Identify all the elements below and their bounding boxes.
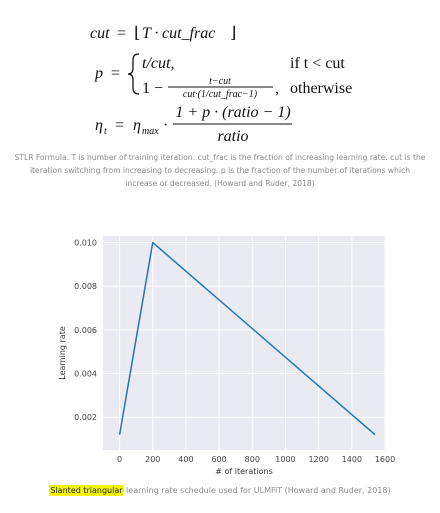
case1-expr: t/cut, xyxy=(142,55,175,72)
x-tick-label: 800 xyxy=(244,455,260,464)
x-axis-label: # of iterations xyxy=(215,467,273,476)
eta-denominator: ratio xyxy=(217,128,249,145)
caption-rest: learning rate schedule used for ULMFiT (Howard and Ruder, 2018) xyxy=(123,486,391,495)
y-tick-label: 0.010 xyxy=(74,238,97,248)
x-tick-label: 1000 xyxy=(275,455,296,464)
y-tick-label: 0.002 xyxy=(74,413,97,423)
case2-one-minus: 1 − xyxy=(142,80,164,97)
cut-lhs: cut xyxy=(90,25,110,42)
y-tick-label: 0.006 xyxy=(74,325,97,335)
cut-rhs-frac: cut_frac xyxy=(162,25,216,42)
x-tick-label: 1600 xyxy=(374,455,396,464)
plot-background xyxy=(103,236,385,450)
case1-condition: if t < cut xyxy=(290,55,345,72)
dot-operator-1: · xyxy=(154,25,160,42)
equals-sign-2: = xyxy=(111,65,121,82)
y-tick-label: 0.004 xyxy=(74,369,97,379)
eta-max: η xyxy=(133,117,141,134)
case2-numerator: t−cut xyxy=(209,76,231,87)
caption-highlight: Slanted triangular xyxy=(50,486,123,495)
equals-sign-3: = xyxy=(115,117,125,134)
eta-numerator: 1 + p · (ratio − 1) xyxy=(175,104,291,121)
x-tick-label: 0 xyxy=(117,455,123,464)
x-tick-label: 1400 xyxy=(341,455,363,464)
eta-max-sub: max xyxy=(142,126,159,137)
cut-rhs-T: T xyxy=(142,25,151,42)
floor-left: ⌊ xyxy=(134,25,141,42)
stlr-formula xyxy=(0,0,440,148)
y-axis-label: Learning rate xyxy=(58,326,67,380)
eta-lhs: η xyxy=(95,117,103,134)
x-tick-label: 1200 xyxy=(308,455,329,464)
eta-lhs-sub: t xyxy=(104,126,107,137)
learning-rate-chart xyxy=(0,225,440,480)
case2-denominator: cut·(1/cut_frac−1) xyxy=(182,89,258,100)
x-tick-label: 200 xyxy=(145,455,161,464)
formula-caption: STLR Formula. T is number of training iteration. cut_frac is the fraction of increasing learning rate. cut is the iteration switching from increasing to decreasing. p is the fraction of the number of iterations which increase or decreased. (Howard and Ruder, 2018) xyxy=(14,153,426,188)
p-lhs: p xyxy=(95,65,103,82)
dot-operator-2: · xyxy=(163,117,169,134)
equals-sign-1: = xyxy=(117,25,127,42)
case2-comma: , xyxy=(275,80,279,97)
case2-condition: otherwise xyxy=(290,80,353,97)
floor-right: ⌋ xyxy=(230,25,237,42)
y-tick-label: 0.008 xyxy=(74,282,97,292)
chart-caption xyxy=(0,486,440,495)
x-tick-label: 400 xyxy=(178,455,194,464)
x-tick-label: 600 xyxy=(211,455,227,464)
cases-brace xyxy=(128,54,139,94)
